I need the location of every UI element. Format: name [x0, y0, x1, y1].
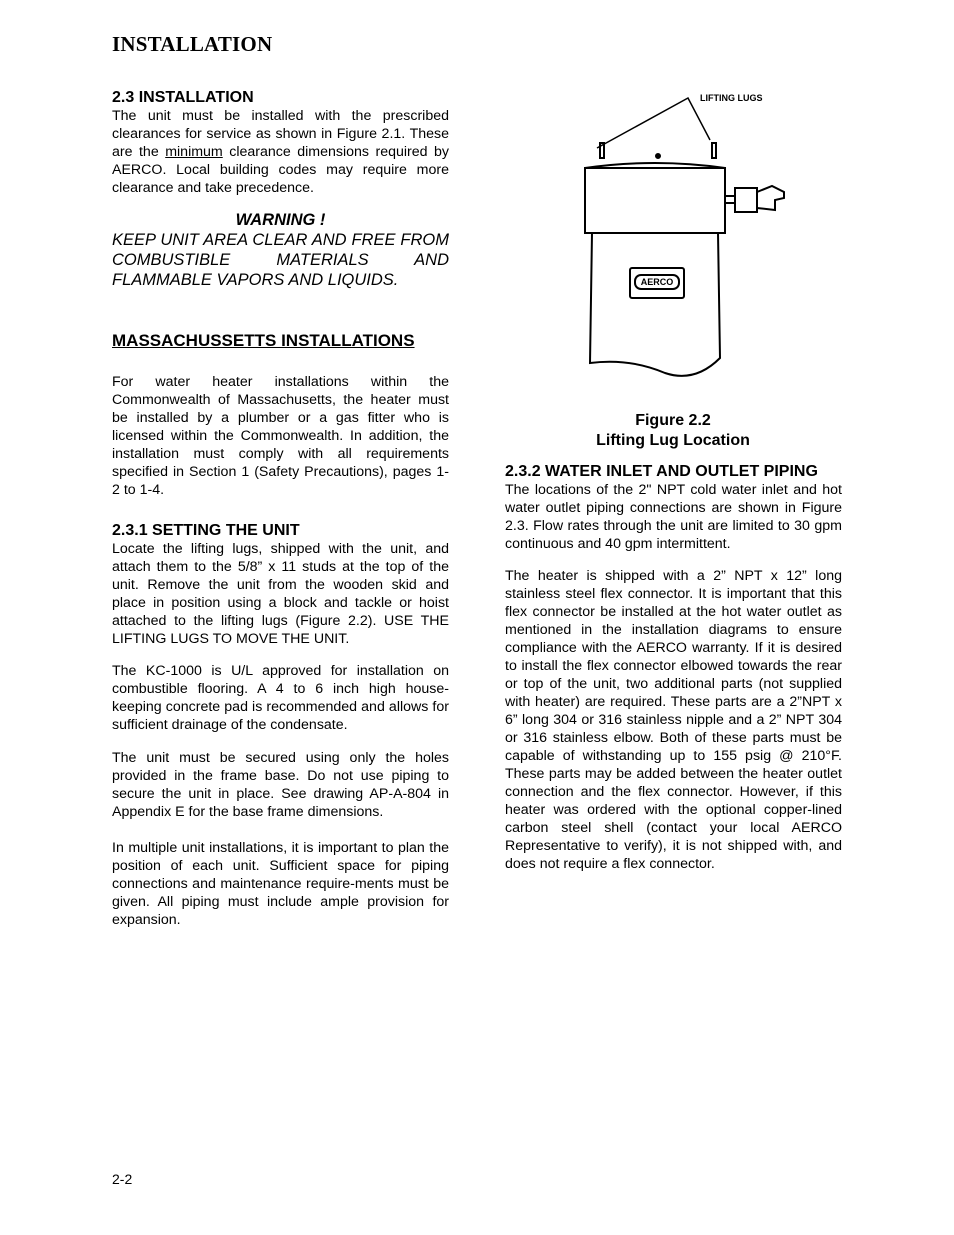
outlet-elbow: [757, 186, 784, 210]
outlet-connector: [735, 188, 757, 212]
heater-top-section: [585, 168, 725, 233]
top-fitting: [656, 154, 660, 158]
setting-unit-p3: The unit must be secured using only the holes provided in the frame base. Do not use piping to secure the unit in place. See drawing AP-A-804 in Appendix E for the base frame dimensions.: [112, 750, 449, 820]
heater-drawing: [570, 88, 810, 388]
aerco-logo-text: AERCO: [640, 277, 674, 287]
massachusetts-heading: MASSACHUSSETTS INSTALLATIONS: [112, 331, 415, 350]
outlet-nipple: [725, 196, 735, 203]
right-column: [505, 462, 842, 873]
section-2-3-heading: 2.3 INSTALLATION: [112, 89, 254, 106]
water-piping-p2: The heater is shipped with a 2” NPT x 12” long stainless steel flex connector. It is important that this flex connector be installed at the hot water outlet as mentioned in the installation diagrams to ensure compliance with the AERCO warranty. If it is desired to install the flex connector elbowed towards the rear or top of the unit, two additional parts (not supplied with heater) are required. These parts are a 2”NPT x 6” long 304 or 316 stainless nipple and a 2” NPT 304 or 316 stainless elbow. Both of these parts must be capable of withstanding up to 155 psig @ 210°F. These parts may be added between the heater outlet connection and the flex connector. However, if this heater was ordered with the optional copper-lined carbon steel shell (contact your local AERCO Representative to verify), it is not shipped with, and does not require a flex connector.: [505, 568, 842, 872]
lifting-lug-figure: [570, 88, 810, 388]
underlined-term: minimum: [165, 144, 223, 160]
callout-label: LIFTING LUGS: [700, 93, 763, 103]
section-2-3-body: [112, 107, 449, 197]
body-text: clearance dimensions required by AERCO. Local building codes may require more clearance and take precedence.: [112, 144, 449, 196]
warning-heading: WARNING !: [235, 211, 326, 229]
right-lifting-lug: [712, 143, 716, 158]
figure-number: Figure 2.2: [635, 412, 711, 429]
section-2-3-1-heading: 2.3.1 SETTING THE UNIT: [112, 522, 300, 539]
callout-lines: [597, 98, 710, 148]
water-piping-p1: The locations of the 2" NPT cold water inlet and hot water outlet piping connections are shown in Figure 2.3. Flow rates through the unit are limited to 30 gpm continuous and 40 gpm intermittent.: [505, 482, 842, 552]
heater-body: [590, 233, 720, 376]
figure-caption: [560, 411, 786, 451]
body-text: The unit must be installed with the prescribed clearances for service as shown in Figure 2.1. These are the: [112, 108, 449, 160]
section-2-3-2-heading: 2.3.2 WATER INLET AND OUTLET PIPING: [505, 463, 818, 480]
figure-title: Lifting Lug Location: [596, 432, 750, 449]
left-column: [112, 88, 449, 929]
massachusetts-body: For water heater installations within the Commonwealth of Massachusetts, the heater must be installed by a plumber or a gas fitter who is licensed within the Commonwealth. In addition, the installation must comply with all requirements specified in Section 1 (Safety Precautions), pages 1-2 to 1-4.: [112, 374, 449, 498]
setting-unit-p2: The KC-1000 is U/L approved for installation on combustible flooring. A 4 to 6 inch high house-keeping concrete pad is recommended and allows for sufficient drainage of the condensate.: [112, 663, 449, 733]
page-number: 2-2: [112, 1171, 133, 1187]
warning-body: KEEP UNIT AREA CLEAR AND FREE FROM COMBUSTIBLE MATERIALS AND FLAMMABLE VAPORS AND LIQUIDS.: [112, 231, 449, 289]
setting-unit-p4: In multiple unit installations, it is important to plan the position of each unit. Sufficient space for piping connections and maintenance require-ments must be given. All piping must include ample provision for expansion.: [112, 840, 449, 928]
page-header: INSTALLATION: [112, 32, 273, 56]
setting-unit-p1: Locate the lifting lugs, shipped with the unit, and attach them to the 5/8” x 11 studs at the top of the unit. Remove the unit from the wooden skid and place in position using a block and tackle or hoist attached to the lifting lugs (Figure 2.2). USE THE LIFTING LUGS TO MOVE THE UNIT.: [112, 541, 449, 647]
